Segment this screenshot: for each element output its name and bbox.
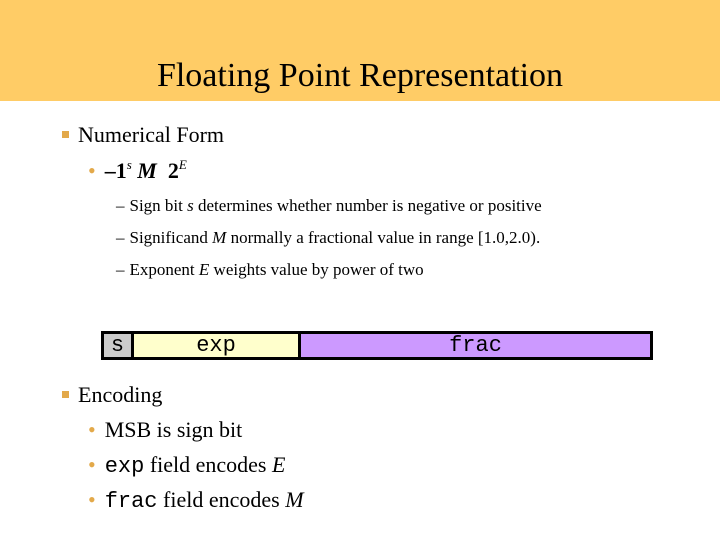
square-bullet-icon: [62, 391, 69, 398]
formula-base: –1: [104, 158, 127, 183]
encoding-item-exp: • exp field encodes E: [88, 452, 286, 479]
section-label: Encoding: [78, 382, 163, 407]
dot-bullet-icon: •: [88, 487, 96, 512]
sub-item-significand: – Significand M normally a fractional value in range [1.0,2.0).: [116, 228, 541, 247]
encoding-item-frac: • frac field encodes M: [88, 487, 304, 514]
formula-two: 2: [167, 158, 179, 183]
sub-item-sign: – Sign bit s determines whether number is negative or positive: [116, 196, 542, 215]
formula-m: M: [137, 158, 157, 183]
encoding-item-msb: • MSB is sign bit: [88, 417, 243, 442]
frac-field: frac: [298, 331, 653, 360]
square-bullet-icon: [62, 131, 69, 138]
dash-bullet-icon: –: [116, 260, 125, 279]
sub-item-exponent: – Exponent E weights value by power of two: [116, 260, 424, 279]
dot-bullet-icon: •: [88, 452, 96, 477]
exp-field: exp: [131, 331, 301, 360]
formula-e-exp: E: [178, 157, 187, 172]
formula-sign-exp: s: [126, 157, 132, 172]
bullet-encoding: [62, 381, 162, 409]
dash-bullet-icon: –: [116, 196, 125, 215]
dot-bullet-icon: •: [88, 417, 96, 442]
dash-bullet-icon: –: [116, 228, 125, 247]
dot-bullet-icon: •: [88, 158, 96, 183]
sign-field: s: [101, 331, 134, 360]
section-label: Numerical Form: [78, 122, 225, 147]
bullet-numerical-form: [62, 121, 224, 149]
formula-line: [88, 157, 187, 185]
slide-title: Floating Point Representation: [156, 57, 564, 94]
